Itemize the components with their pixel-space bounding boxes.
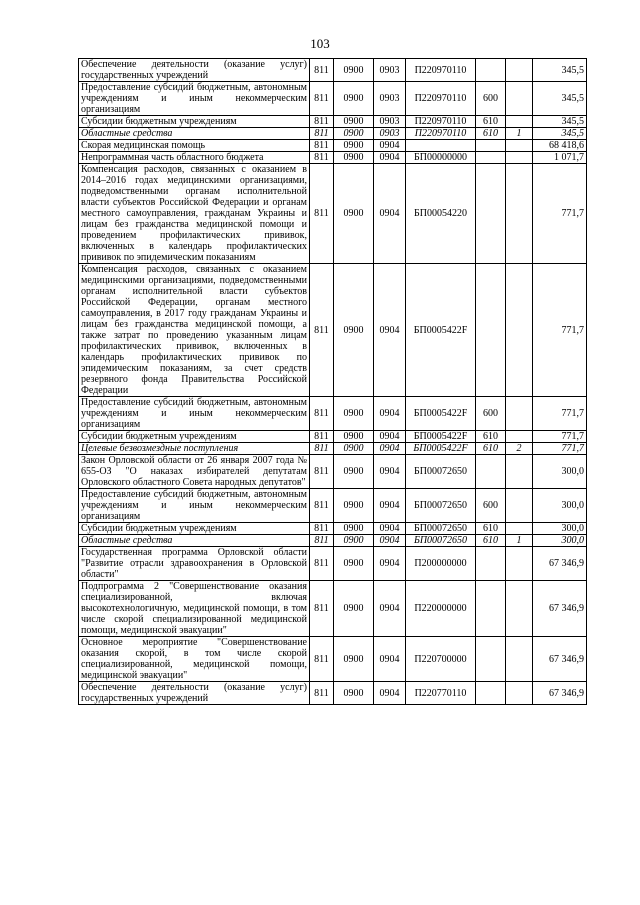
- row-name-cell: Основное мероприятие "Совершенствование оказания скорой, в том числе скорой специализированной, медицинской помощи, медицинской эвакуации": [79, 637, 310, 682]
- row-admin-code-cell: 811: [310, 82, 334, 116]
- row-amount-cell: 67 346,9: [533, 637, 587, 682]
- row-name-cell: Субсидии бюджетным учреждениям: [79, 431, 310, 443]
- row-subsection-cell: 0904: [374, 264, 406, 397]
- row-amount-cell: 771,7: [533, 164, 587, 264]
- row-name-cell: Скорая медицинская помощь: [79, 140, 310, 152]
- row-source-cell: 1: [506, 535, 533, 547]
- row-source-cell: [506, 455, 533, 489]
- row-subsection-cell: 0904: [374, 547, 406, 581]
- row-name-cell: Целевые безвозмездные поступления: [79, 443, 310, 455]
- row-amount-cell: 300,0: [533, 489, 587, 523]
- row-source-cell: [506, 489, 533, 523]
- table-row: [79, 431, 587, 443]
- row-admin-code-cell: 811: [310, 489, 334, 523]
- row-target-article-cell: П220770110: [406, 682, 476, 705]
- row-section-cell: 0900: [334, 128, 374, 140]
- row-source-cell: 1: [506, 128, 533, 140]
- row-expense-type-cell: 610: [476, 523, 506, 535]
- row-subsection-cell: 0904: [374, 397, 406, 431]
- row-name-cell: Непрограммная часть областного бюджета: [79, 152, 310, 164]
- row-subsection-cell: 0904: [374, 431, 406, 443]
- row-admin-code-cell: 811: [310, 128, 334, 140]
- row-source-cell: [506, 682, 533, 705]
- table-row: [79, 637, 587, 682]
- row-expense-type-cell: [476, 455, 506, 489]
- row-amount-cell: 68 418,6: [533, 140, 587, 152]
- row-subsection-cell: 0904: [374, 523, 406, 535]
- row-section-cell: 0900: [334, 140, 374, 152]
- row-expense-type-cell: 600: [476, 82, 506, 116]
- row-subsection-cell: 0904: [374, 535, 406, 547]
- row-section-cell: 0900: [334, 455, 374, 489]
- row-expense-type-cell: 610: [476, 535, 506, 547]
- row-admin-code-cell: 811: [310, 455, 334, 489]
- row-section-cell: 0900: [334, 264, 374, 397]
- row-subsection-cell: 0903: [374, 59, 406, 82]
- row-amount-cell: 771,7: [533, 431, 587, 443]
- row-subsection-cell: 0904: [374, 443, 406, 455]
- row-name-cell: Компенсация расходов, связанных с оказанием в 2014–2016 годах медицинскими организациями, подведомственными органам исполнительной власти субъектов Российской Федерации и органам местного самоуправления, гражданам Украины и лицам без гражданства медицинской помощи и проведением профилактических прививок, включенных в календарь профилактических прививок по эпидемическим показаниям: [79, 164, 310, 264]
- table-row: [79, 523, 587, 535]
- row-expense-type-cell: [476, 682, 506, 705]
- row-expense-type-cell: [476, 152, 506, 164]
- table-row: [79, 443, 587, 455]
- row-target-article-cell: БП00072650: [406, 489, 476, 523]
- table-body: [79, 59, 587, 705]
- row-subsection-cell: 0903: [374, 116, 406, 128]
- row-admin-code-cell: 811: [310, 140, 334, 152]
- row-admin-code-cell: 811: [310, 116, 334, 128]
- row-name-cell: Предоставление субсидий бюджетным, автономным учреждениям и иным некоммерческим организациям: [79, 82, 310, 116]
- row-section-cell: 0900: [334, 547, 374, 581]
- row-section-cell: 0900: [334, 116, 374, 128]
- row-amount-cell: 1 071,7: [533, 152, 587, 164]
- row-expense-type-cell: [476, 164, 506, 264]
- row-expense-type-cell: 600: [476, 397, 506, 431]
- table-row: [79, 59, 587, 82]
- row-admin-code-cell: 811: [310, 535, 334, 547]
- row-subsection-cell: 0904: [374, 682, 406, 705]
- row-target-article-cell: БП00072650: [406, 535, 476, 547]
- row-source-cell: [506, 581, 533, 637]
- row-name-cell: Областные средства: [79, 128, 310, 140]
- table-row: [79, 140, 587, 152]
- row-name-cell: Обеспечение деятельности (оказание услуг) государственных учреждений: [79, 59, 310, 82]
- row-admin-code-cell: 811: [310, 431, 334, 443]
- row-amount-cell: 345,5: [533, 128, 587, 140]
- row-section-cell: 0900: [334, 535, 374, 547]
- row-section-cell: 0900: [334, 443, 374, 455]
- row-amount-cell: 771,7: [533, 397, 587, 431]
- row-source-cell: [506, 164, 533, 264]
- row-name-cell: Закон Орловской области от 26 января 2007 года № 655-ОЗ "О наказах избирателей депутатам Орловского областного Совета народных депутатов": [79, 455, 310, 489]
- row-name-cell: Предоставление субсидий бюджетным, автономным учреждениям и иным некоммерческим организациям: [79, 489, 310, 523]
- table-row: [79, 489, 587, 523]
- row-source-cell: [506, 431, 533, 443]
- row-source-cell: [506, 637, 533, 682]
- table-row: [79, 535, 587, 547]
- row-admin-code-cell: 811: [310, 164, 334, 264]
- row-target-article-cell: П220000000: [406, 581, 476, 637]
- row-subsection-cell: 0904: [374, 637, 406, 682]
- row-admin-code-cell: 811: [310, 682, 334, 705]
- row-amount-cell: 771,7: [533, 264, 587, 397]
- row-admin-code-cell: 811: [310, 152, 334, 164]
- row-target-article-cell: БП0005422F: [406, 397, 476, 431]
- row-expense-type-cell: [476, 140, 506, 152]
- row-section-cell: 0900: [334, 581, 374, 637]
- row-source-cell: [506, 82, 533, 116]
- row-amount-cell: 345,5: [533, 82, 587, 116]
- row-admin-code-cell: 811: [310, 59, 334, 82]
- table-row: [79, 455, 587, 489]
- row-expense-type-cell: [476, 59, 506, 82]
- row-admin-code-cell: 811: [310, 264, 334, 397]
- row-target-article-cell: БП0005422F: [406, 431, 476, 443]
- row-amount-cell: 300,0: [533, 535, 587, 547]
- row-source-cell: [506, 152, 533, 164]
- table-row: [79, 152, 587, 164]
- row-target-article-cell: БП0005422F: [406, 443, 476, 455]
- table-row: [79, 82, 587, 116]
- row-name-cell: Государственная программа Орловской области "Развитие отрасли здравоохранения в Орловской области": [79, 547, 310, 581]
- row-section-cell: 0900: [334, 682, 374, 705]
- row-section-cell: 0900: [334, 164, 374, 264]
- row-source-cell: [506, 59, 533, 82]
- row-target-article-cell: [406, 140, 476, 152]
- row-admin-code-cell: 811: [310, 397, 334, 431]
- table-row: [79, 581, 587, 637]
- row-source-cell: [506, 523, 533, 535]
- row-name-cell: Обеспечение деятельности (оказание услуг) государственных учреждений: [79, 682, 310, 705]
- row-section-cell: 0900: [334, 523, 374, 535]
- row-amount-cell: 300,0: [533, 455, 587, 489]
- row-source-cell: [506, 116, 533, 128]
- row-target-article-cell: БП00054220: [406, 164, 476, 264]
- page-number: 103: [310, 36, 330, 51]
- row-target-article-cell: П220970110: [406, 82, 476, 116]
- row-subsection-cell: 0903: [374, 128, 406, 140]
- row-target-article-cell: П220970110: [406, 116, 476, 128]
- budget-table: [78, 58, 587, 705]
- row-source-cell: 2: [506, 443, 533, 455]
- row-expense-type-cell: 610: [476, 116, 506, 128]
- row-source-cell: [506, 547, 533, 581]
- row-name-cell: Субсидии бюджетным учреждениям: [79, 523, 310, 535]
- row-amount-cell: 771,7: [533, 443, 587, 455]
- table-row: [79, 264, 587, 397]
- row-section-cell: 0900: [334, 489, 374, 523]
- table-row: [79, 128, 587, 140]
- row-amount-cell: 67 346,9: [533, 682, 587, 705]
- row-amount-cell: 345,5: [533, 116, 587, 128]
- row-subsection-cell: 0904: [374, 140, 406, 152]
- row-expense-type-cell: 610: [476, 128, 506, 140]
- row-amount-cell: 67 346,9: [533, 547, 587, 581]
- row-subsection-cell: 0904: [374, 152, 406, 164]
- row-expense-type-cell: [476, 547, 506, 581]
- row-section-cell: 0900: [334, 431, 374, 443]
- row-target-article-cell: БП00072650: [406, 523, 476, 535]
- row-section-cell: 0900: [334, 397, 374, 431]
- table-row: [79, 682, 587, 705]
- row-subsection-cell: 0904: [374, 455, 406, 489]
- row-name-cell: Субсидии бюджетным учреждениям: [79, 116, 310, 128]
- row-expense-type-cell: 600: [476, 489, 506, 523]
- row-admin-code-cell: 811: [310, 637, 334, 682]
- row-name-cell: Предоставление субсидий бюджетным, автономным учреждениям и иным некоммерческим организациям: [79, 397, 310, 431]
- row-admin-code-cell: 811: [310, 443, 334, 455]
- row-section-cell: 0900: [334, 637, 374, 682]
- row-target-article-cell: БП0005422F: [406, 264, 476, 397]
- row-admin-code-cell: 811: [310, 581, 334, 637]
- row-section-cell: 0900: [334, 82, 374, 116]
- row-target-article-cell: БП00000000: [406, 152, 476, 164]
- row-expense-type-cell: [476, 581, 506, 637]
- row-section-cell: 0900: [334, 152, 374, 164]
- row-subsection-cell: 0904: [374, 581, 406, 637]
- row-amount-cell: 300,0: [533, 523, 587, 535]
- row-amount-cell: 345,5: [533, 59, 587, 82]
- row-target-article-cell: П220970110: [406, 128, 476, 140]
- row-subsection-cell: 0903: [374, 82, 406, 116]
- row-expense-type-cell: 610: [476, 431, 506, 443]
- row-name-cell: Подпрограмма 2 "Совершенствование оказания специализированной, включая высокотехнологичную, медицинской помощи, в том числе скорой специализированной медицинской помощи, медицинской эвакуации": [79, 581, 310, 637]
- row-name-cell: Областные средства: [79, 535, 310, 547]
- row-admin-code-cell: 811: [310, 523, 334, 535]
- row-source-cell: [506, 264, 533, 397]
- row-expense-type-cell: 610: [476, 443, 506, 455]
- row-name-cell: Компенсация расходов, связанных с оказанием медицинскими организациями, подведомственными органам исполнительной власти субъектов Российской Федерации, органам местного самоуправления, в 2017 году гражданам Украины и лицам без гражданства медицинской помощи, а также затрат по проведению указанным лицам профилактических прививок, включенных в календарь профилактических прививок по эпидемическим показаниям, за счет средств резервного фонда Правительства Российской Федерации: [79, 264, 310, 397]
- row-target-article-cell: П200000000: [406, 547, 476, 581]
- row-amount-cell: 67 346,9: [533, 581, 587, 637]
- row-subsection-cell: 0904: [374, 489, 406, 523]
- row-target-article-cell: П220700000: [406, 637, 476, 682]
- table-row: [79, 397, 587, 431]
- row-admin-code-cell: 811: [310, 547, 334, 581]
- row-expense-type-cell: [476, 637, 506, 682]
- table-row: [79, 116, 587, 128]
- row-section-cell: 0900: [334, 59, 374, 82]
- row-expense-type-cell: [476, 264, 506, 397]
- row-source-cell: [506, 140, 533, 152]
- row-source-cell: [506, 397, 533, 431]
- table-row: [79, 164, 587, 264]
- row-subsection-cell: 0904: [374, 164, 406, 264]
- table-row: [79, 547, 587, 581]
- row-target-article-cell: БП00072650: [406, 455, 476, 489]
- row-target-article-cell: П220970110: [406, 59, 476, 82]
